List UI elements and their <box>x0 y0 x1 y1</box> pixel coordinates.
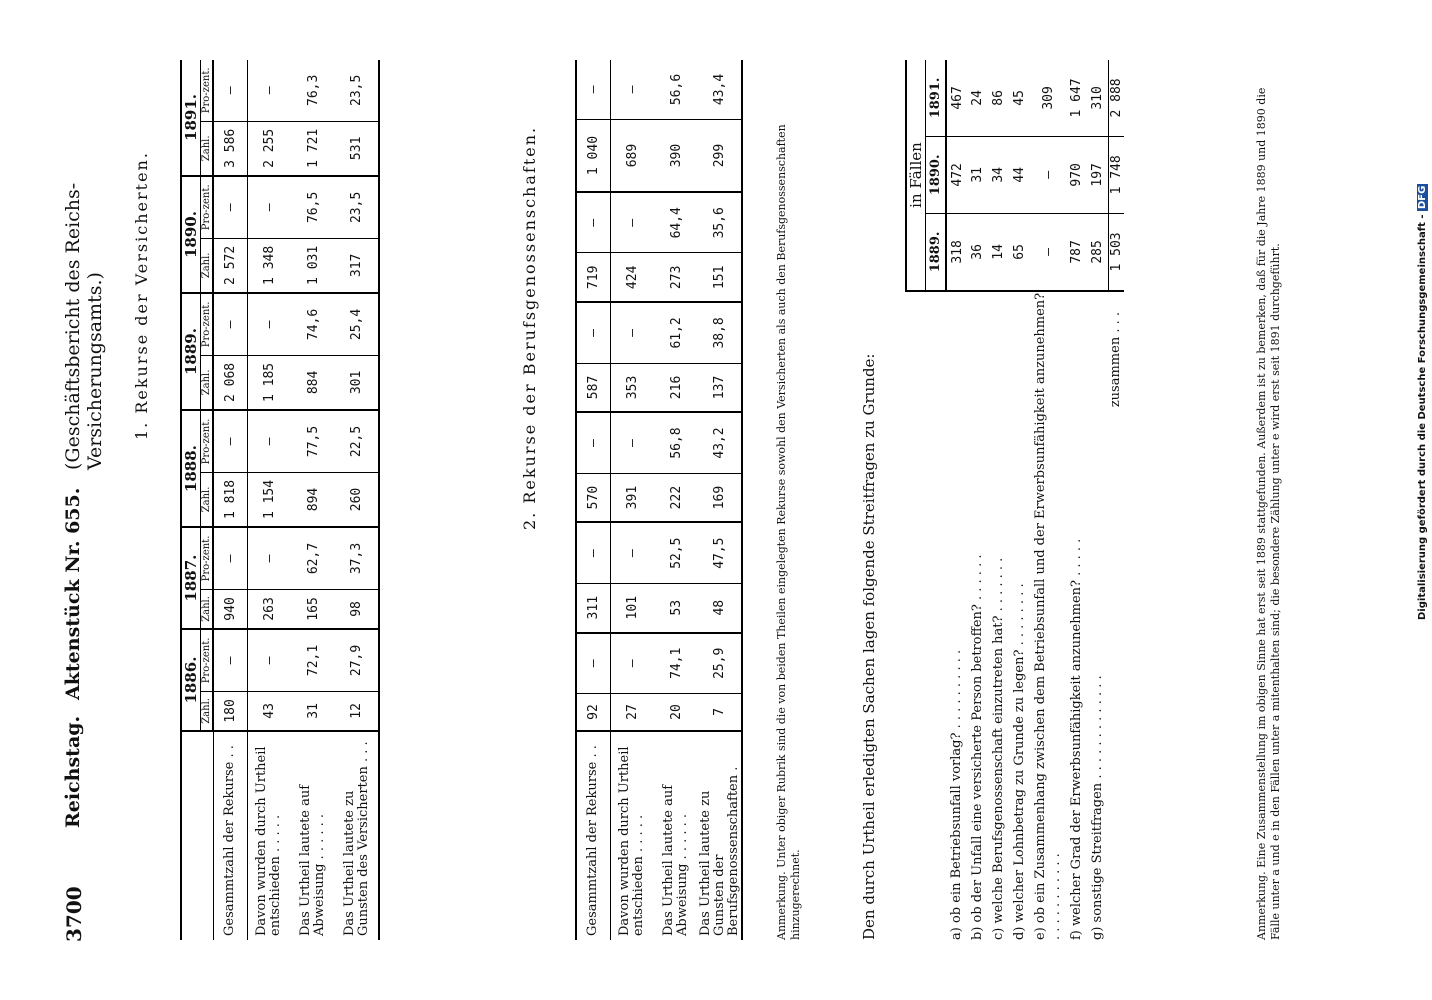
q-label: g) sonstige Streitfragen . . . . . . . . . . . . . <box>1090 675 1105 940</box>
percent-cell: 23,5 <box>335 60 379 121</box>
q-total-value: 2 888 <box>1108 60 1124 136</box>
count-cell: 169 <box>698 473 742 522</box>
q-label: a) ob ein Betriebsunfall vorlag? . . . . . . . . . . <box>949 649 964 940</box>
count-cell: 53 <box>654 583 698 632</box>
count-cell: 689 <box>610 119 654 192</box>
count-cell: 48 <box>698 583 742 632</box>
q-corner <box>906 291 946 940</box>
percent-cell: 47,5 <box>698 522 742 583</box>
count-cell: 31 <box>291 691 335 731</box>
count-cell: 1 040 <box>576 119 610 192</box>
count-cell: 1 185 <box>247 355 291 410</box>
q-value: 310 <box>1087 60 1108 136</box>
header-reichstag: Reichstag. <box>62 715 84 828</box>
count-cell: 101 <box>610 583 654 632</box>
q-total-row <box>1108 60 1124 940</box>
count-cell: 92 <box>576 693 610 731</box>
section2-title: 2. Rekurse der Berufsgenossenschaften. <box>520 125 539 530</box>
count-cell: 391 <box>610 473 654 522</box>
percent-cell: 56,6 <box>654 60 698 119</box>
q-label: b) ob der Unfall eine versicherte Person betroffen? . . . . . . <box>970 554 985 940</box>
note-2: Anmerkung. Eine Zusammenstellung im obigen Sinne hat erst seit 1889 stattgefunden. Außerdem ist zu bemerken, daß für die Jahre 1889 und 1890 die Fälle unter a und e in den Fällen unter a mitenthalten sind; die besondere Zählung unter e wird erst seit 1891 durchgeführt. <box>1255 87 1282 940</box>
zahl-header: Zahl. <box>201 238 214 293</box>
percent-cell: 76,3 <box>291 60 335 121</box>
year-header: 1886. <box>181 629 201 731</box>
year-header: 1888. <box>181 410 201 527</box>
percent-cell: 23,5 <box>335 176 379 238</box>
count-cell: 1 818 <box>213 472 247 527</box>
q-value: 86 <box>988 60 1009 136</box>
count-cell: 940 <box>213 589 247 629</box>
percent-cell: — <box>610 60 654 119</box>
percent-cell: — <box>576 302 610 363</box>
q-value: 44 <box>1009 136 1030 213</box>
q-value: 31 <box>967 136 988 213</box>
prozent-header: Pro-zent. <box>201 293 214 355</box>
q-value: 14 <box>988 213 1009 291</box>
table-section2 <box>575 60 743 940</box>
q-row <box>1009 60 1030 940</box>
year-header: 1887. <box>181 527 201 629</box>
percent-cell: — <box>247 629 291 691</box>
count-cell: 98 <box>335 589 379 629</box>
count-cell: 7 <box>698 693 742 731</box>
percent-cell: 74,6 <box>291 293 335 355</box>
table-section1 <box>180 60 380 940</box>
q-value: 285 <box>1087 213 1108 291</box>
percent-cell: — <box>576 60 610 119</box>
percent-cell: — <box>576 412 610 473</box>
percent-cell: 64,4 <box>654 192 698 253</box>
percent-cell: 61,2 <box>654 302 698 363</box>
table-row <box>247 60 291 940</box>
prozent-header: Pro-zent. <box>201 60 214 121</box>
q-year-header: 1890. <box>926 136 947 213</box>
count-cell: 390 <box>654 119 698 192</box>
digitization-credit <box>1417 184 1428 620</box>
row-label: Gesammtzahl der Rekurse . . <box>576 731 610 940</box>
q-value: — <box>1030 213 1066 291</box>
table-row <box>213 60 247 940</box>
table-row <box>654 60 698 940</box>
table-row <box>576 60 610 940</box>
count-cell: 137 <box>698 363 742 412</box>
count-cell: 587 <box>576 363 610 412</box>
percent-cell: 35,6 <box>698 192 742 253</box>
percent-cell: 62,7 <box>291 527 335 589</box>
percent-cell: 38,8 <box>698 302 742 363</box>
percent-cell: 25,9 <box>698 633 742 694</box>
q-total-value: 1 748 <box>1108 136 1124 213</box>
count-cell: 299 <box>698 119 742 192</box>
count-cell: 719 <box>576 253 610 302</box>
q-label: d) welcher Lohnbetrag zu Grunde zu legen? . . . . . . . . <box>1012 583 1027 940</box>
q-value: 970 <box>1066 136 1087 213</box>
percent-cell: 56,8 <box>654 412 698 473</box>
q-label: f) welcher Grad der Erwerbsunfähigkeit anzunehmen? . . . . . <box>1069 538 1084 940</box>
count-cell: 180 <box>213 691 247 731</box>
q-value: 309 <box>1030 60 1066 136</box>
header-subtitle: (Geschäftsbericht des Reichs-Versicherungsamts.) <box>62 182 106 470</box>
q-total-label: zusammen . . . <box>1108 312 1124 408</box>
count-cell: 273 <box>654 253 698 302</box>
count-cell: 165 <box>291 589 335 629</box>
percent-cell: — <box>610 302 654 363</box>
table-row <box>698 60 742 940</box>
q-value: 472 <box>946 136 967 213</box>
count-cell: 260 <box>335 472 379 527</box>
count-cell: 27 <box>610 693 654 731</box>
percent-cell: 27,9 <box>335 629 379 691</box>
count-cell: 311 <box>576 583 610 632</box>
q-year-header: 1889. <box>926 213 947 291</box>
count-cell: 20 <box>654 693 698 731</box>
q-value: 24 <box>967 60 988 136</box>
percent-cell: — <box>213 527 247 589</box>
count-cell: 3 586 <box>213 121 247 176</box>
count-cell: 43 <box>247 691 291 731</box>
count-cell: 263 <box>247 589 291 629</box>
row-label: Das Urtheil lautete zu Gunsten des Versicherten . . . <box>341 741 371 936</box>
table-streitfragen <box>905 60 1124 940</box>
count-cell: 894 <box>291 472 335 527</box>
q-row <box>1030 60 1066 940</box>
q-value: 45 <box>1009 60 1030 136</box>
header-document: Aktenstück Nr. 655. <box>62 487 84 700</box>
row-label: Das Urtheil lautete auf Abweisung . . . . . . <box>298 784 327 936</box>
percent-cell: 43,4 <box>698 60 742 119</box>
percent-cell: — <box>247 60 291 121</box>
q-label: e) ob ein Zusammenhang zwischen dem Betriebsunfall und der Erwerbsunfähigkeit anzunehmen? . . . . . . . . . . . <box>1033 292 1063 940</box>
zahl-header: Zahl. <box>201 355 214 410</box>
q-value: 1 647 <box>1066 60 1087 136</box>
zahl-header: Zahl. <box>201 691 214 731</box>
zahl-header: Zahl. <box>201 589 214 629</box>
prozent-header: Pro-zent. <box>201 629 214 691</box>
q-label: c) welche Berufsgenossenschaft einzutreten hat? . . . . . . . <box>991 557 1006 940</box>
table-corner <box>181 731 213 940</box>
count-cell: 12 <box>335 691 379 731</box>
table-year-row <box>181 60 201 940</box>
table-row <box>335 60 379 940</box>
count-cell: 353 <box>610 363 654 412</box>
zahl-header: Zahl. <box>201 121 214 176</box>
q-group-header: in Fällen <box>906 60 926 291</box>
page-header <box>62 0 106 1000</box>
percent-cell: 22,5 <box>335 410 379 472</box>
q-row <box>1066 60 1087 940</box>
count-cell: 151 <box>698 253 742 302</box>
q-value: 787 <box>1066 213 1087 291</box>
table-row <box>610 60 654 940</box>
count-cell: 424 <box>610 253 654 302</box>
digitization-text: Digitalisierung gefördert durch die Deutsche Forschungsgemeinschaft - <box>1417 214 1428 620</box>
count-cell: 301 <box>335 355 379 410</box>
dfg-logo: DFG <box>1417 185 1428 209</box>
prozent-header: Pro-zent. <box>201 176 214 238</box>
q-value: 197 <box>1087 136 1108 213</box>
table-row <box>291 60 335 940</box>
year-header: 1890. <box>181 176 201 293</box>
count-cell: 531 <box>335 121 379 176</box>
percent-cell: 72,1 <box>291 629 335 691</box>
percent-cell: — <box>610 192 654 253</box>
q-row <box>988 60 1009 940</box>
note-1: Anmerkung. Unter obiger Rubrik sind die von beiden Theilen eingelegten Rekurse sowohl den Versicherten als auch den Berufsgenossenschaften hinzugerechnet. <box>775 124 802 940</box>
count-cell: 1 154 <box>247 472 291 527</box>
year-header: 1891. <box>181 60 201 176</box>
row-label: Davon wurden durch Urtheil entschieden . . . . . <box>617 746 647 936</box>
percent-cell: — <box>610 633 654 694</box>
percent-cell: — <box>213 60 247 121</box>
percent-cell: — <box>213 293 247 355</box>
percent-cell: 37,3 <box>335 527 379 589</box>
count-cell: 1 721 <box>291 121 335 176</box>
count-cell: 1 031 <box>291 238 335 293</box>
prozent-header: Pro-zent. <box>201 527 214 589</box>
percent-cell: — <box>576 522 610 583</box>
count-cell: 222 <box>654 473 698 522</box>
q-value: 318 <box>946 213 967 291</box>
row-label: Gesammtzahl der Rekurse . . <box>213 731 247 940</box>
q-row <box>946 60 967 940</box>
count-cell: 216 <box>654 363 698 412</box>
q-row <box>967 60 988 940</box>
year-header: 1889. <box>181 293 201 410</box>
percent-cell: 76,5 <box>291 176 335 238</box>
percent-cell: — <box>247 527 291 589</box>
q-value: — <box>1030 136 1066 213</box>
intro-text: Den durch Urtheil erledigten Sachen lagen folgende Streitfragen zu Grunde: <box>860 353 878 940</box>
count-cell: 570 <box>576 473 610 522</box>
q-value: 65 <box>1009 213 1030 291</box>
percent-cell: — <box>247 293 291 355</box>
zahl-header: Zahl. <box>201 472 214 527</box>
percent-cell: — <box>247 410 291 472</box>
percent-cell: — <box>213 629 247 691</box>
q-value: 36 <box>967 213 988 291</box>
count-cell: 1 348 <box>247 238 291 293</box>
q-value: 467 <box>946 60 967 136</box>
percent-cell: — <box>213 410 247 472</box>
percent-cell: 52,5 <box>654 522 698 583</box>
count-cell: 884 <box>291 355 335 410</box>
q-year-header: 1891. <box>926 60 947 136</box>
q-total-value: 1 503 <box>1108 213 1124 291</box>
count-cell: 2 572 <box>213 238 247 293</box>
percent-cell: 25,4 <box>335 293 379 355</box>
q-group-row <box>906 60 926 940</box>
count-cell: 317 <box>335 238 379 293</box>
percent-cell: — <box>576 633 610 694</box>
percent-cell: 43,2 <box>698 412 742 473</box>
percent-cell: — <box>247 176 291 238</box>
row-label: Das Urtheil lautete zu Gunsten der Berufsgenossenschaften . <box>697 766 741 936</box>
row-label: Davon wurden durch Urtheil entschieden . . . . . <box>254 746 284 936</box>
count-cell: 2 068 <box>213 355 247 410</box>
q-row <box>1087 60 1108 940</box>
row-label: Das Urtheil lautete auf Abweisung . . . . . . <box>661 784 690 936</box>
percent-cell: 74,1 <box>654 633 698 694</box>
count-cell: 2 255 <box>247 121 291 176</box>
prozent-header: Pro-zent. <box>201 410 214 472</box>
q-value: 34 <box>988 136 1009 213</box>
page-number: 3700 <box>62 886 86 942</box>
percent-cell: — <box>213 176 247 238</box>
percent-cell: 77,5 <box>291 410 335 472</box>
percent-cell: — <box>576 192 610 253</box>
section1-title: 1. Rekurse der Versicherten. <box>132 151 151 440</box>
percent-cell: — <box>610 522 654 583</box>
percent-cell: — <box>610 412 654 473</box>
